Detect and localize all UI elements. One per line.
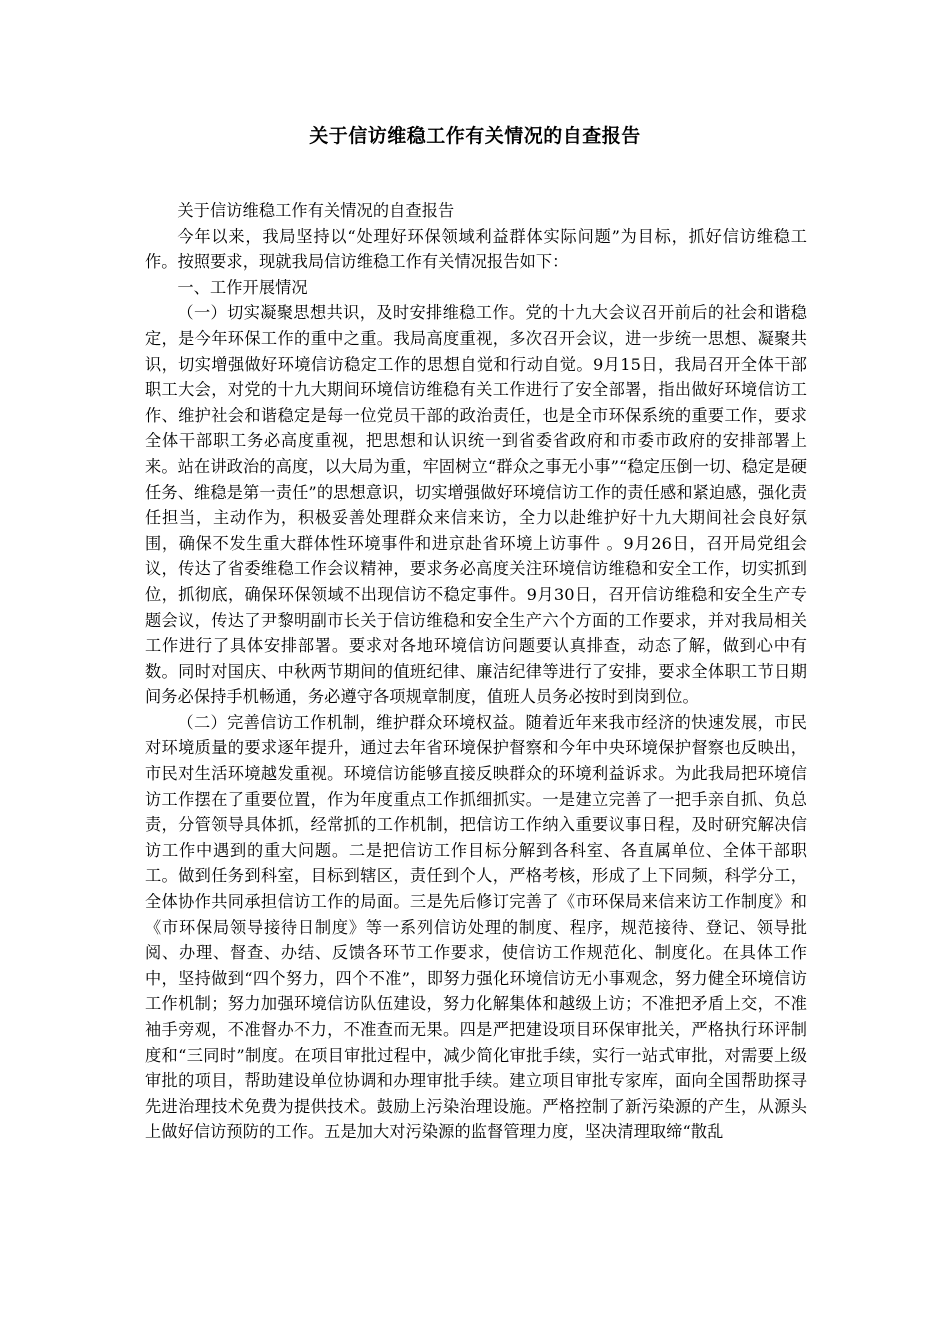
document-title: 关于信访维稳工作有关情况的自查报告 (309, 125, 641, 147)
section-heading: 一、工作开展情况 (177, 277, 308, 297)
body-paragraph: （二）完善信访工作机制，维护群众环境权益。随着近年来我市经济的快速发展，市民对环境质量的要求逐年提升，通过去年省环境保护督察和今年中央环境保护督察也反映出，市民对生活环境越发重视。环境信访能够直接反映群众的环境利益诉求。为此我局把环境信访工作摆在了重要位置，作为年度重点工作抓细抓实。一是建立完善了一把手亲自抓、负总责，分管领导具体抓，经常抓的工作机制，把信访工作纳入重要议事日程，及时研究解决信访工作中遇到的重大问题。二是把信访工作目标分解到各科室、各直属单位、全体干部职工。做到任务到科室，目标到辖区，责任到个人，严格考核，形成了上下同频，科学分工，全体协作共同承担信访工作的局面。三是先后修订完善了《市环保局来信来访工作制度》和《市环保局领导接待日制度》等一系列信访处理的制度、程序，规范接待、登记、领导批阅、办理、督查、办结、反馈各环节工作要求，使信访工作规范化、制度化。在具体工作中，坚持做到“四个努力，四个不准”，即努力强化环境信访无小事观念，努力健全环境信访工作机制；努力加强环境信访队伍建设，努力化解集体和越级上访；不准把矛盾上交，不准袖手旁观，不准督办不力，不准查而无果。四是严把建设项目环保审批关，严格执行环评制度和“三同时”制度。在项目审批过程中，减少简化审批手续，实行一站式审批，对需要上级审批的项目，帮助建设单位协调和办理审批手续。建立项目审批专家库，面向全国帮助探寻先进治理技术免费为提供技术。鼓励上污染治理设施。严格控制了新污染源的产生，从源头上做好信访预防的工作。五是加大对污染源的监督管理力度，坚决清理取缔“散乱 (145, 712, 807, 1142)
document-body (145, 198, 807, 1145)
body-paragraph: （一）切实凝聚思想共识，及时安排维稳工作。党的十九大会议召开前后的社会和谐稳定，是今年环保工作的重中之重。我局高度重视，多次召开会议，进一步统一思想、凝聚共识，切实增强做好环境信访稳定工作的思想自觉和行动自觉。9月15日，我局召开全体干部职工大会，对党的十九大期间环境信访维稳有关工作进行了安全部署，指出做好环境信访工作、维护社会和谐稳定是每一位党员干部的政治责任，也是全市环保系统的重要工作，要求全体干部职工务必高度重视，把思想和认识统一到省委省政府和市委市政府的安排部署上来。站在讲政治的高度，以大局为重，牢固树立“群众之事无小事”“稳定压倒一切、稳定是硬任务、维稳是第一责任”的思想意识，切实增强做好环境信访工作的责任感和紧迫感，强化责任担当，主动作为，积极妥善处理群众来信来访，全力以赴维护好十九大期间社会良好氛围，确保不发生重大群体性环境事件和进京赴省环境上访事件 。9月26日，召开局党组会议，传达了省委维稳工作会议精神，要求务必高度关注环境信访维稳和安全工作，切实抓到位，抓彻底，确保环保领域不出现信访不稳定事件。9月30日，召开信访维稳和安全生产专题会议，传达了尹黎明副市长关于信访维稳和安全生产六个方面的工作要求，并对我局相关工作进行了具体安排部署。要求对各地环境信访问题要认真排查，动态了解，做到心中有数。同时对国庆、中秋两节期间的值班纪律、廉洁纪律等进行了安排，要求全体职工节日期间务必保持手机畅通，务必遵守各项规章制度，值班人员务必按时到岗到位。 (145, 303, 807, 707)
body-paragraph-intro: 今年以来，我局坚持以“处理好环保领域利益群体实际问题”为目标，抓好信访维稳工作。按照要求，现就我局信访维稳工作有关情况报告如下： (145, 226, 807, 272)
body-paragraph-subtitle: 关于信访维稳工作有关情况的自查报告 (177, 201, 455, 220)
